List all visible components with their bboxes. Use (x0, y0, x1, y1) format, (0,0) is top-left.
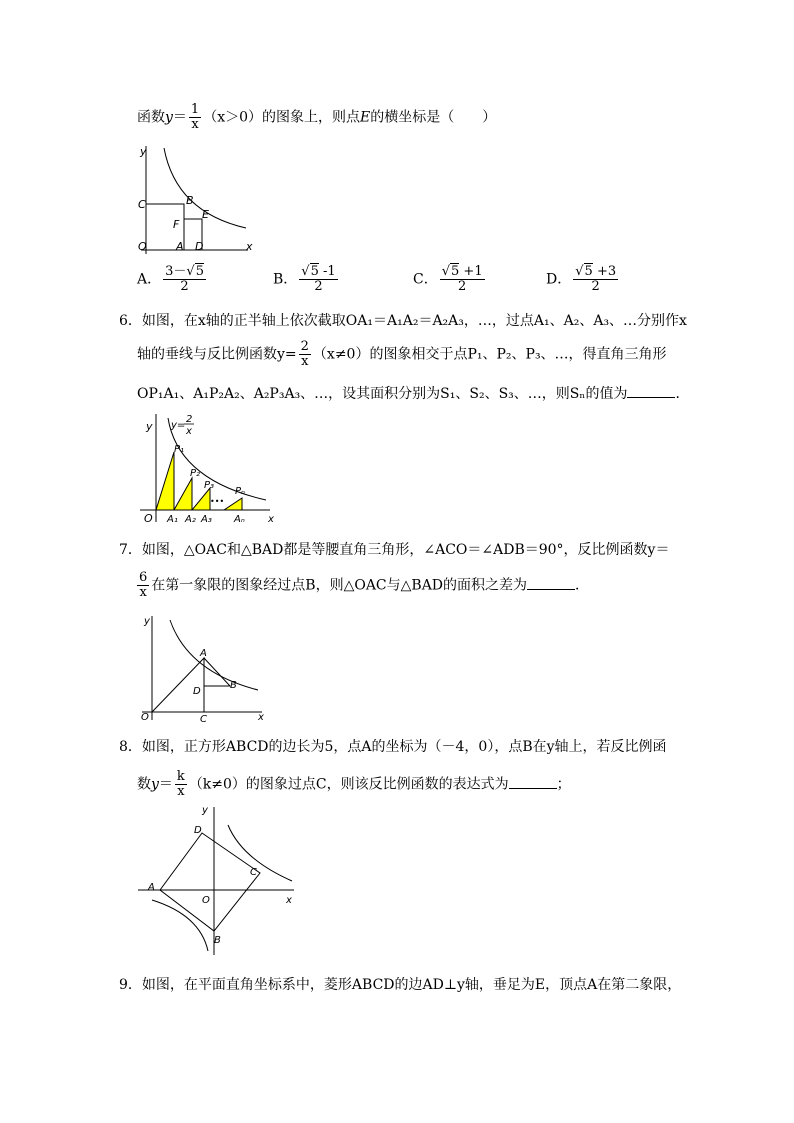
q6-line2: 轴的垂线与反比例函数y= $\frac{2}{x}$ （x≠0）的图象相交于点P₁、P₂、P₃、…，得直角三角形 (137, 339, 667, 369)
q5-label-c: C (138, 198, 146, 211)
q6-label-p3: P₃ (204, 480, 215, 491)
q6-label-a1: A₁ (167, 514, 178, 525)
q5-graph (136, 142, 256, 254)
q6-label-pn: Pₙ (235, 486, 246, 497)
q8-label-b: B (214, 935, 221, 946)
q7-label-d: D (193, 686, 201, 697)
q8-label-a: A (148, 882, 155, 893)
q6-label-a2: A₂ (185, 514, 196, 525)
q8-line1: 8．如图，正方形ABCD的边长为5，点A的坐标为（－4，0），点B在y轴上，若反比例函 (119, 739, 667, 755)
q5-label-b: B (186, 194, 194, 207)
q6-graph (138, 410, 278, 528)
q6-line1: 6．如图，在x轴的正半轴上依次截取OA₁＝A₁A₂＝A₂A₃，…，过点A₁、A₂、A₃、…分别作x (119, 313, 687, 329)
q6-triangle-3 (192, 488, 210, 510)
q5-label-f: F (173, 218, 180, 231)
q7-label-b: B (230, 680, 237, 691)
q7-label-o: O (141, 712, 149, 723)
q8-line2: 数y＝ $\frac{k}{x}$ （k≠0）的图象过点C，则该反比例函数的表达式为 ； (137, 769, 571, 799)
q5-option-d: D． $\frac{√5 +3}{2}$ (546, 264, 617, 294)
q6-answer-blank (627, 383, 675, 398)
q8-label-x: x (286, 895, 292, 906)
q5-label-y: y (140, 145, 147, 158)
q5-label-o: O (138, 240, 147, 253)
q7-graph (138, 612, 268, 724)
q5-stem: 函数y＝ $\frac{1}{x}$ （x＞0）的图象上，则点E的横坐标是（ ） (137, 102, 497, 132)
q6-label-a3: A₃ (201, 514, 212, 525)
q5-label-a: A (176, 240, 184, 253)
q7-label-c: C (200, 714, 207, 725)
q6-triangle-2 (174, 478, 192, 510)
q6-label-an: Aₙ (234, 514, 245, 525)
q6-line3: OP₁A₁、A₁P₂A₂、A₂P₃A₃、…，设其面积分别为S₁、S₂、S₃、…，则Sₙ的值为 ． (137, 383, 689, 404)
q6-triangle-n (224, 498, 242, 510)
q7-line2: $\frac{6}{x}$ 在第一象限的图象经过点B，则△OAC与△BAD的面积之差为 ． (139, 570, 590, 600)
q7-label-a: A (200, 648, 207, 659)
q7-answer-blank (527, 575, 575, 590)
q8-graph (136, 805, 301, 955)
q5-label-d: D (195, 240, 204, 253)
q6-label-fd: x (186, 426, 192, 437)
q9-line1: 9．如图，在平面直角坐标系中，菱形ABCD的边AD⊥y轴，垂足为E，顶点A在第二象限， (119, 977, 682, 993)
q6-triangle-1 (156, 452, 174, 510)
q5-fraction: $\frac{1}{x}$ (190, 102, 200, 132)
q5-label-x: x (246, 240, 253, 253)
q8-answer-blank (509, 774, 557, 789)
q6-label-x: x (268, 514, 274, 525)
q7-label-y: y (144, 616, 150, 627)
q6-label-func: y= (171, 420, 186, 431)
q6-label-p1: P₁ (174, 444, 185, 455)
q7-label-x: x (258, 712, 264, 723)
q8-label-c: C (250, 867, 257, 878)
q5-option-c: C． $\frac{√5 +1}{2}$ (413, 264, 483, 294)
q5-label-e: E (202, 208, 209, 221)
q6-label-fn: 2 (186, 414, 193, 425)
q6-label-o: O (144, 512, 153, 525)
q5-option-a: A． $\frac{3-√5}{2}$ (137, 264, 204, 294)
q6-label-p2: P₂ (190, 468, 201, 479)
q6-label-y: y (146, 420, 153, 433)
q5-option-b: B． $\frac{√5 -1}{2}$ (273, 264, 336, 294)
q8-label-d: D (194, 825, 202, 836)
q8-label-o: O (202, 895, 210, 906)
q8-label-y: y (202, 805, 208, 816)
q6-label-dots: ••• (210, 497, 225, 506)
q7-line1: 7．如图，△OAC和△BAD都是等腰直角三角形，∠ACO＝∠ADB＝90°，反比例函数y＝ (119, 542, 670, 558)
